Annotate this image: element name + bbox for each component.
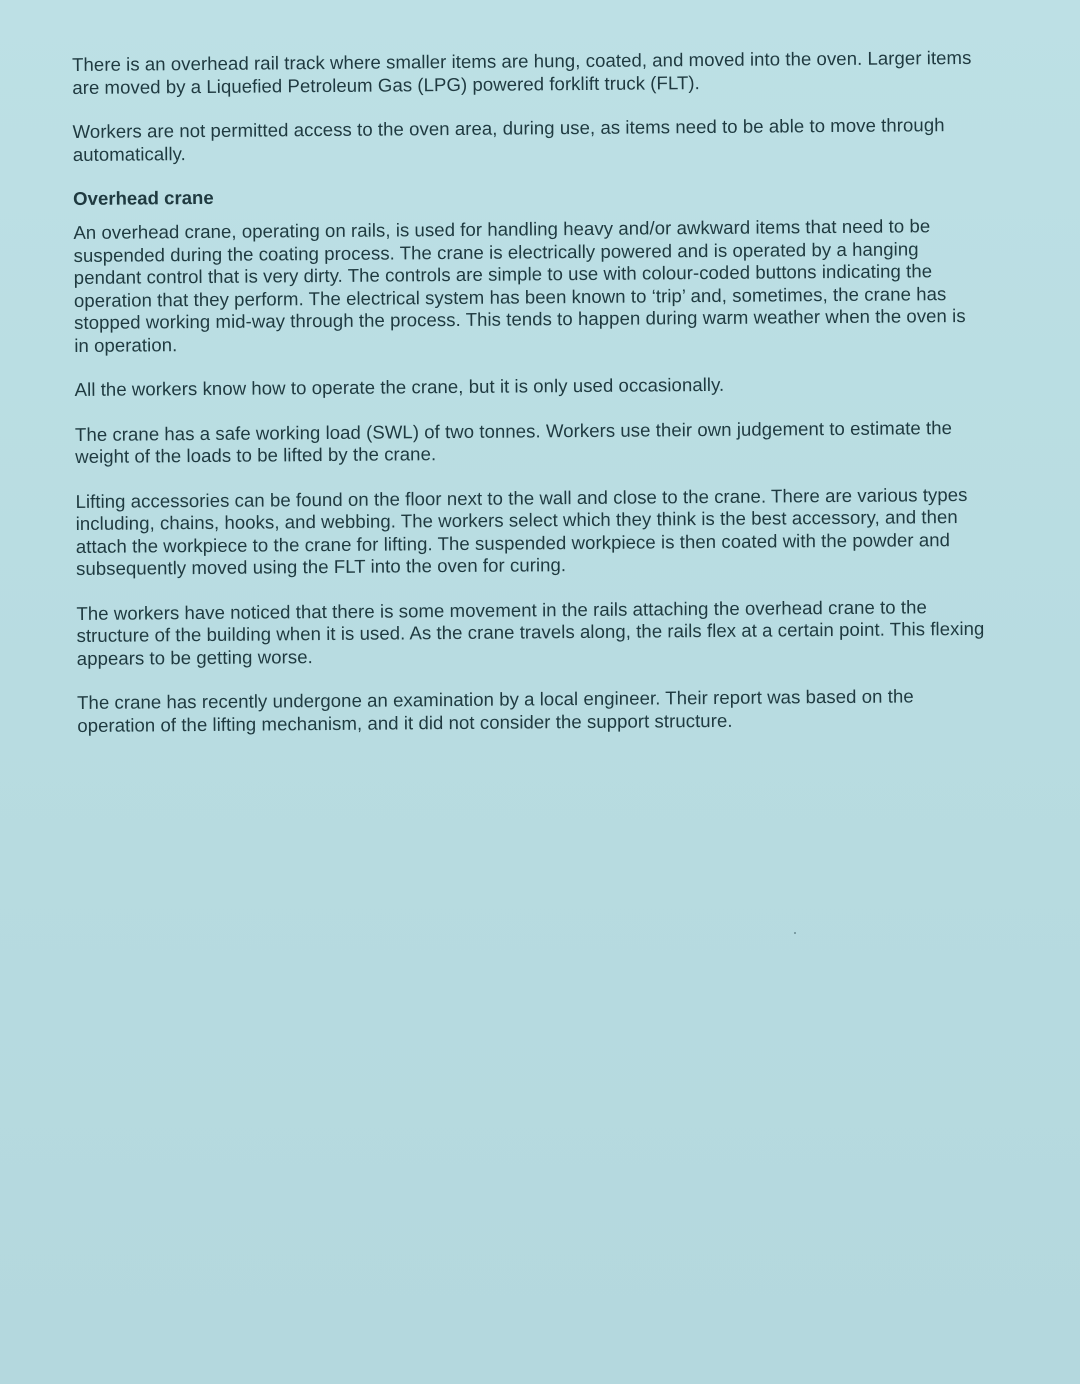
paragraph-safe-working-load: The crane has a safe working load (SWL) of two tonnes. Workers use their own judgement to estimate the weight of the loads to be lifted by the crane. [74,416,953,467]
paragraph-engineer-examination: The crane has recently undergone an examination by a local engineer. Their report was based on the operation of the lifting mechanism, and it did not consider the support structure. [77,685,914,736]
paragraph-crane-description: An overhead crane, operating on rails, is used for handling heavy and/or awkward items that need to be suspended during the coating process. The crane is electrically powered and is operated by a hanging pendant control that is very dirty. The controls are simple to use with colour-coded buttons indicating the operation that they perform. The electrical system has been known to ‘trip’ and, sometimes, the crane has stopped working mid-way through the process. This tends to happen during warm weather when the oven is in operation. [73,215,966,356]
paragraph-oven-access: Workers are not permitted access to the oven area, during use, as items need to be able to move through automatically. [72,114,945,165]
section-heading-overhead-crane: Overhead crane [73,186,214,209]
paragraph-lifting-accessories: Lifting accessories can be found on the floor next to the wall and close to the crane. There are various types including, chains, hooks, and webbing. The workers select which they think is the best accessory, and then attach the workpiece to the crane for lifting. The suspended workpiece is then coated with the powder and subsequently moved using the FLT into the oven for curing. [75,483,968,579]
paragraph-overhead-rail-track: There is an overhead rail track where smaller items are hung, coated, and moved into the oven. Larger items are moved by a Liquefied Petroleum Gas (LPG) powered forklift truck (FLT). [72,46,972,98]
paragraph-rail-movement: The workers have noticed that there is some movement in the rails attaching the overhead crane to the structure of the building when it is used. As the crane travels along, the rails flex at a certain point. This flexing appears to be getting worse. [76,595,985,669]
paper-speck [794,932,796,934]
document-body [72,47,988,759]
paragraph-crane-operators: All the workers know how to operate the crane, but it is only used occasionally. [74,373,725,400]
